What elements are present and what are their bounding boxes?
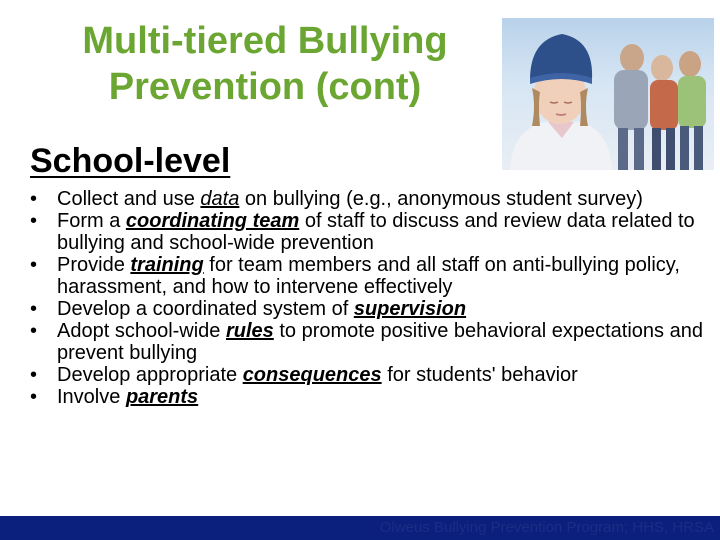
title-line-2: Prevention (cont) <box>108 66 422 108</box>
emphasis-term: supervision <box>353 298 467 320</box>
emphasis-term: coordinating team <box>125 210 300 232</box>
bullet-item: • Adopt school-wide rules to promote positive behavioral expectations and prevent bullying <box>30 320 710 364</box>
slide-title <box>30 18 500 110</box>
footer-bar <box>0 516 720 540</box>
girl-photo <box>502 18 714 170</box>
bullet-item: • Collect and use data on bullying (e.g., anonymous student survey) <box>30 188 710 210</box>
bullet-item: • Form a coordinating team of staff to discuss and review data related to bullying and school-wide prevention <box>30 210 710 254</box>
photo-illustration <box>502 18 714 170</box>
emphasis-term: rules <box>225 320 274 342</box>
emphasis-term: data <box>200 188 240 210</box>
footer-citation: Olweus Bullying Prevention Program; HHS, HRSA <box>379 519 714 536</box>
bullet-item: • Provide training for team members and all staff on anti-bullying policy, harassment, and how to intervene effectively <box>30 254 710 298</box>
title-line-1: Multi-tiered Bullying <box>82 20 448 62</box>
bullet-item: • Involve parents <box>30 386 710 408</box>
emphasis-term: parents <box>125 386 199 408</box>
bullet-list <box>30 188 710 408</box>
emphasis-term: training <box>130 254 204 276</box>
emphasis-term: consequences <box>242 364 382 386</box>
section-heading: School-level <box>30 142 231 180</box>
bullet-item: • Develop a coordinated system of supervision <box>30 298 710 320</box>
bullet-item: • Develop appropriate consequences for students' behavior <box>30 364 710 386</box>
